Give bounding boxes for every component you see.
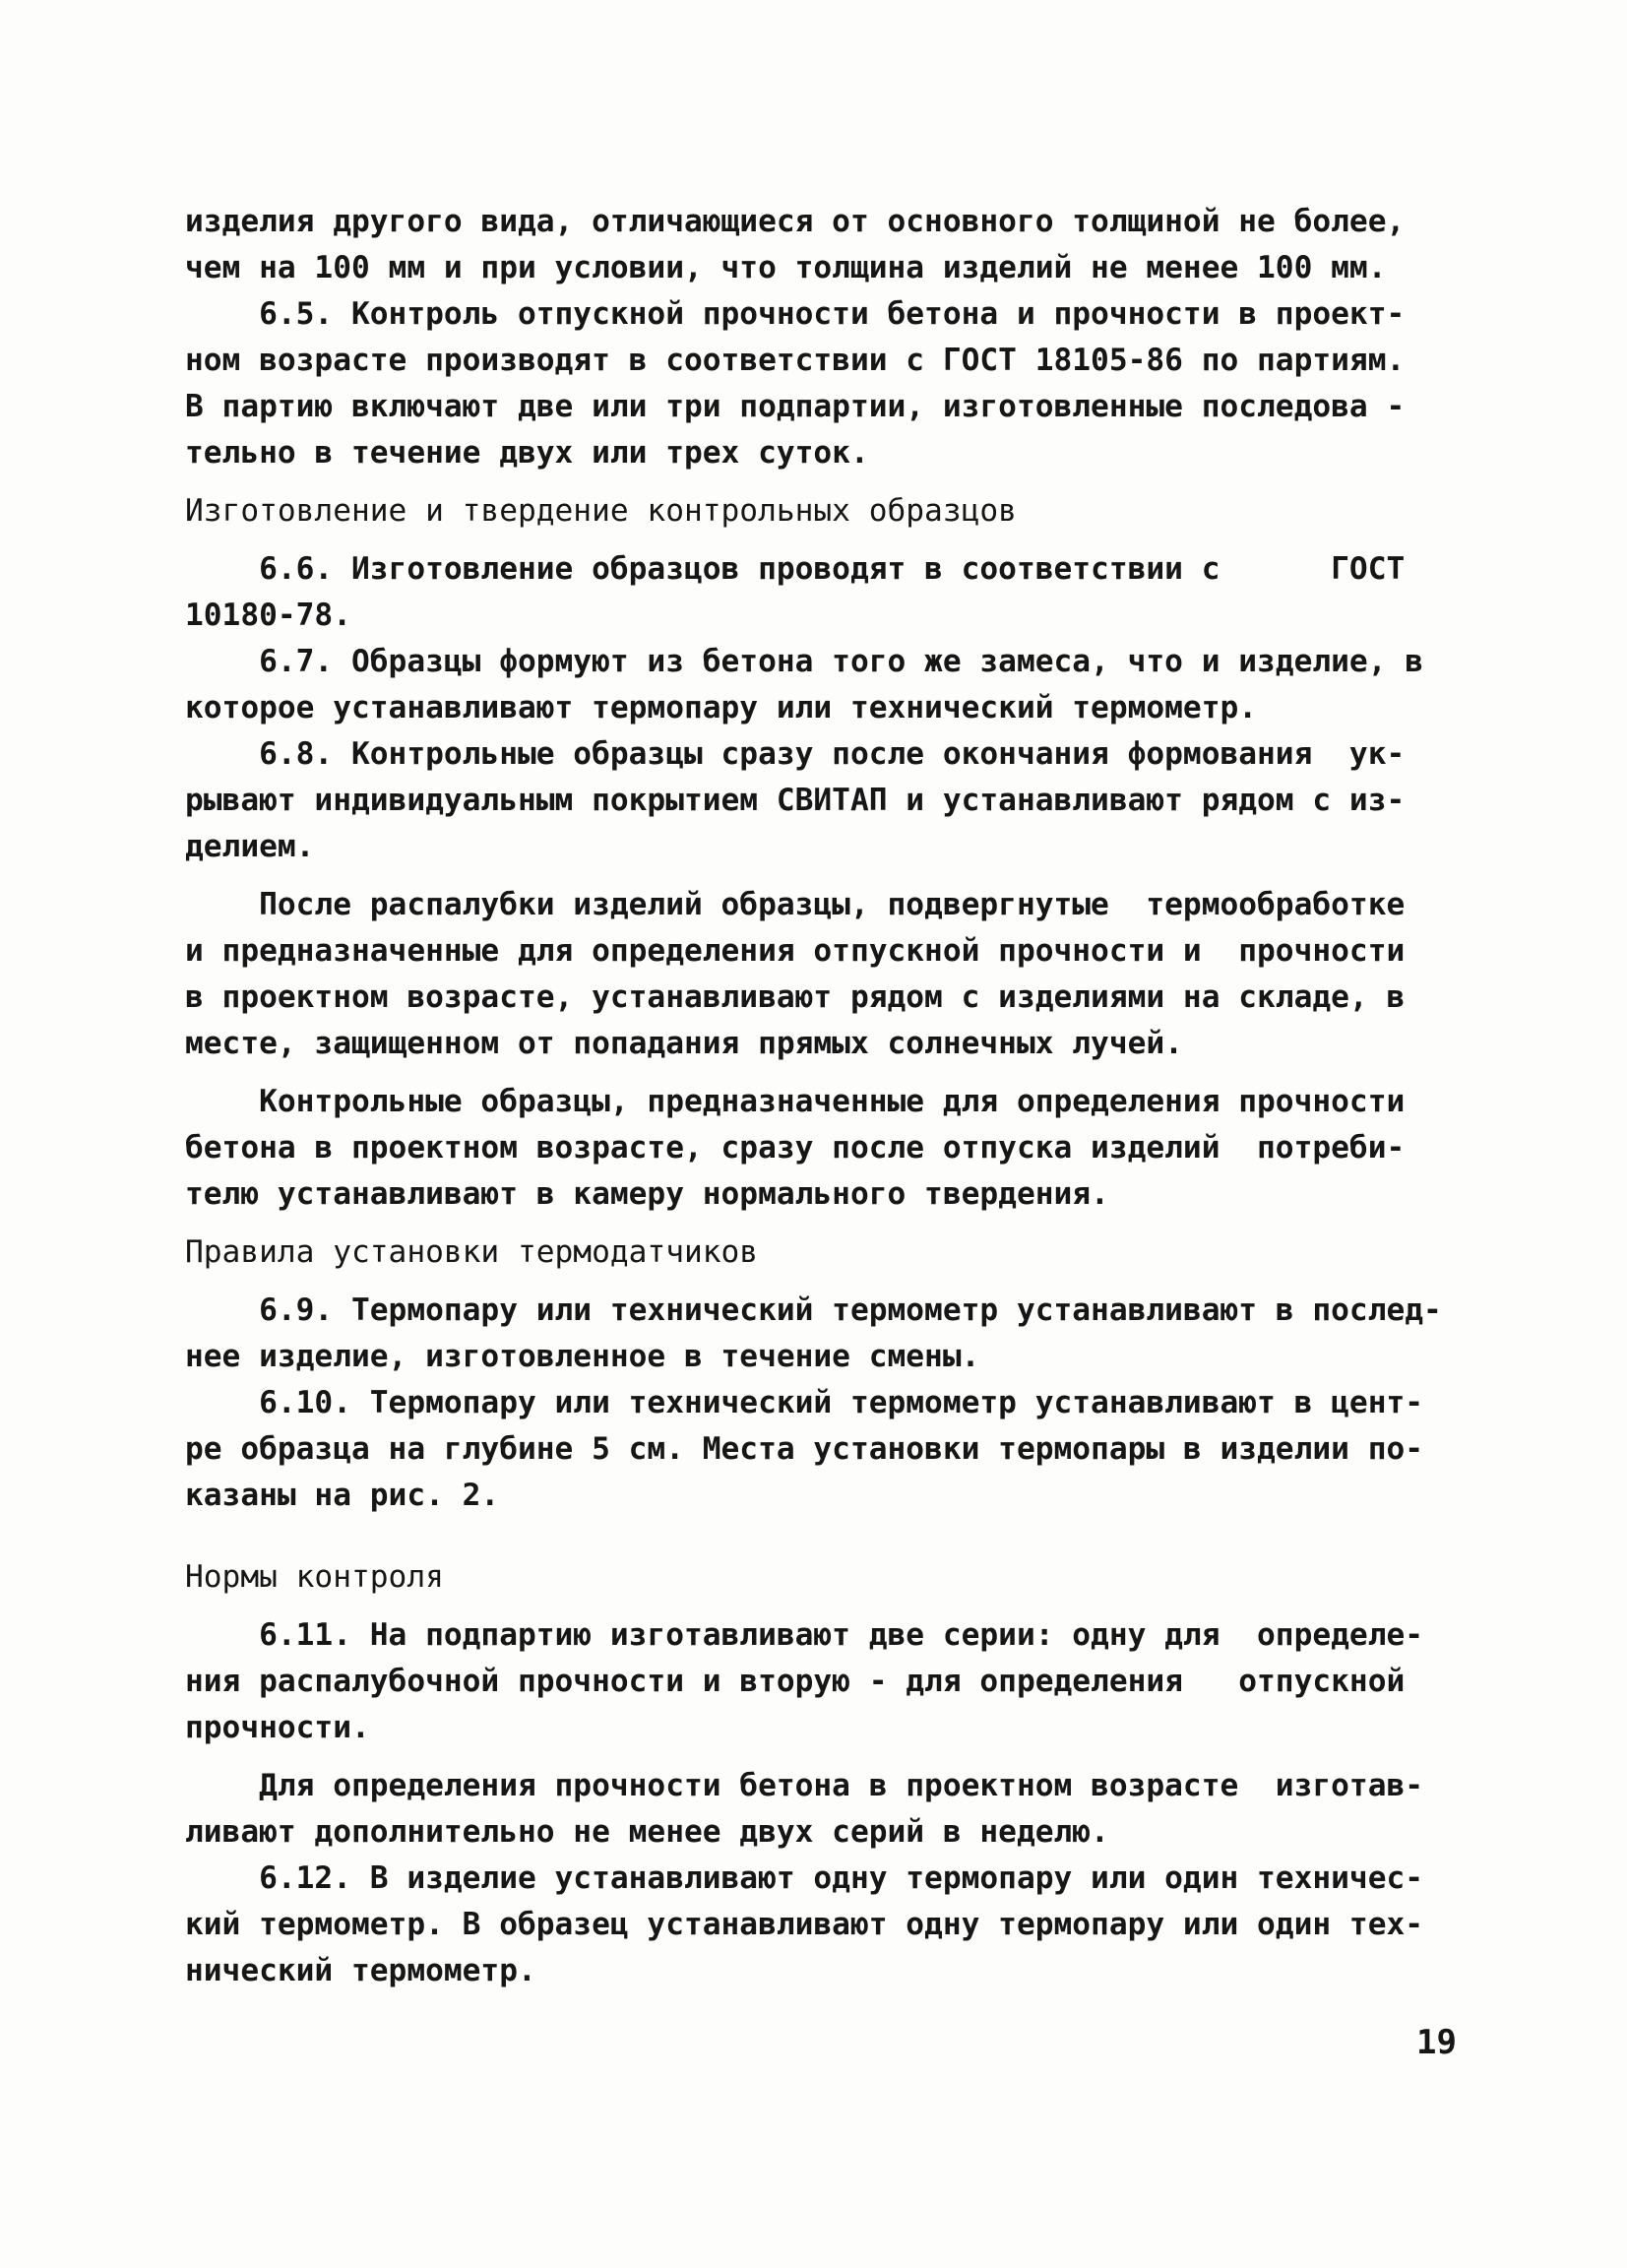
text-line: ном возрасте производят в соответствии с ГОСТ 18105-86 по партиям.: [185, 343, 1406, 378]
paragraph-6-10: [185, 1380, 1455, 1519]
text-line: делием.: [185, 829, 315, 864]
paragraph-6-12: [185, 1856, 1455, 1994]
paragraph-6-7: [185, 639, 1455, 731]
text-line: чем на 100 мм и при условии, что толщина изделий не менее 100 мм.: [185, 250, 1387, 285]
text-line: 6.10. Термопару или технический термометр устанавливают в цент-: [185, 1385, 1424, 1420]
section-heading-norms: [185, 1554, 1455, 1601]
paragraph-control-specimens: [185, 1079, 1455, 1218]
paragraph-6-9: [185, 1288, 1455, 1380]
paragraph-6-6: [185, 546, 1455, 639]
section-heading-specimens: [185, 488, 1455, 535]
text-line: 6.6. Изготовление образцов проводят в соответствии с ГОСТ: [185, 551, 1406, 587]
heading-text: Нормы контроля: [185, 1559, 444, 1595]
text-line: прочности.: [185, 1710, 370, 1745]
text-line: казаны на рис. 2.: [185, 1478, 500, 1513]
page-number: 19: [1416, 2023, 1457, 2062]
paragraph-design-age: [185, 1763, 1455, 1856]
text-line: 6.12. В изделие устанавливают одну термопару или один техничес-: [185, 1860, 1424, 1896]
paragraph-6-8: [185, 731, 1455, 870]
text-line: 6.9. Термопару или технический термометр устанавливают в послед-: [185, 1292, 1442, 1328]
text-line: Для определения прочности бетона в проектном возрасте изготав-: [185, 1768, 1424, 1803]
text-line: После распалубки изделий образцы, подвергнутые термообработке: [185, 887, 1406, 922]
text-line: бетона в проектном возрасте, сразу после отпуска изделий потреби-: [185, 1130, 1406, 1166]
text-line: в проектном возрасте, устанавливают рядом с изделиями на складе, в: [185, 979, 1406, 1015]
text-line: телю устанавливают в камеру нормального твердения.: [185, 1176, 1109, 1212]
text-line: 6.11. На подпартию изготавливают две серии: одну для определе-: [185, 1617, 1424, 1653]
text-line: нее изделие, изготовленное в течение смены.: [185, 1339, 980, 1374]
text-line: ливают дополнительно не менее двух серий в неделю.: [185, 1814, 1109, 1850]
text-line: 6.7. Образцы формуют из бетона того же замеса, что и изделие, в: [185, 644, 1424, 679]
paragraph-6-11: [185, 1612, 1455, 1751]
text-line: и предназначенные для определения отпускной прочности и прочности: [185, 933, 1406, 969]
text-line: изделия другого вида, отличающиеся от основного толщиной не более,: [185, 204, 1406, 239]
paragraph-after-stripping: [185, 882, 1455, 1067]
text-line: 10180-78.: [185, 598, 351, 633]
text-line: В партию включают две или три подпартии, изготовленные последова -: [185, 389, 1406, 424]
heading-text: Правила установки термодатчиков: [185, 1234, 759, 1270]
text-line: нический термометр.: [185, 1953, 536, 1988]
text-line: которое устанавливают термопару или технический термометр.: [185, 690, 1258, 725]
text-line: ния распалубочной прочности и вторую - для определения отпускной: [185, 1664, 1406, 1699]
text-line: рывают индивидуальным покрытием СВИТАП и устанавливают рядом с из-: [185, 783, 1406, 818]
text-line: Контрольные образцы, предназначенные для определения прочности: [185, 1084, 1406, 1119]
text-line: 6.8. Контрольные образцы сразу после окончания формования ук-: [185, 736, 1406, 772]
text-line: месте, защищенном от попадания прямых солнечных лучей.: [185, 1026, 1183, 1061]
text-line: 6.5. Контроль отпускной прочности бетона и прочности в проект-: [185, 296, 1406, 332]
text-line: ре образца на глубине 5 см. Места установки термопары в изделии по-: [185, 1431, 1424, 1467]
paragraph-continuation: [185, 199, 1455, 291]
section-heading-sensors: [185, 1229, 1455, 1276]
text-line: тельно в течение двух или трех суток.: [185, 435, 869, 471]
text-line: кий термометр. В образец устанавливают одну термопару или один тех-: [185, 1907, 1424, 1942]
heading-text: Изготовление и твердение контрольных образцов: [185, 493, 1017, 529]
paragraph-6-5: [185, 291, 1455, 476]
page-body: [185, 199, 1455, 1994]
